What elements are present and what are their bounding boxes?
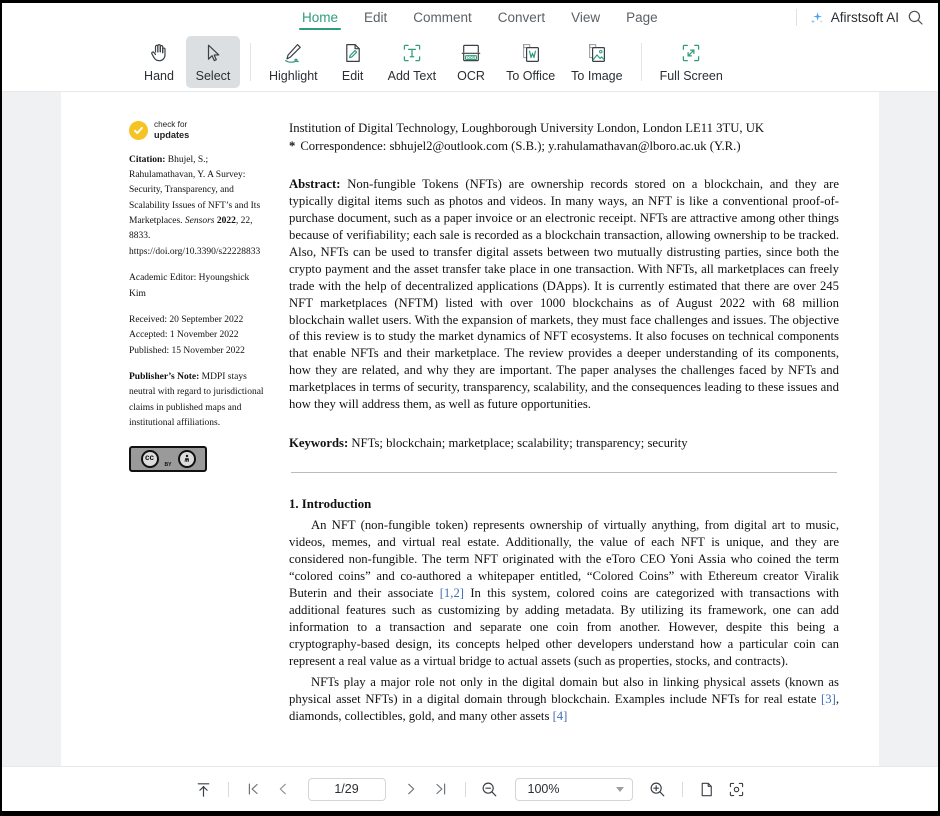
- citation-year: 2022: [216, 216, 236, 227]
- menu-tab-view-label: View: [571, 10, 601, 25]
- main-text-column: [273, 120, 849, 725]
- last-page-icon[interactable]: [426, 774, 456, 804]
- zoom-in-icon[interactable]: [643, 774, 673, 804]
- bottom-toolbar: [2, 766, 938, 811]
- chevron-down-icon: [616, 787, 624, 792]
- citation-ref-1-2[interactable]: [1,2]: [439, 586, 465, 601]
- check-for-updates-text: [154, 120, 189, 141]
- zoom-level-select[interactable]: [515, 778, 633, 801]
- tool-ocr[interactable]: [444, 36, 498, 88]
- menu-tab-convert-label: Convert: [497, 10, 546, 25]
- page-content: [91, 92, 849, 725]
- bottom-separator-3: [682, 782, 683, 797]
- tool-hand[interactable]: [132, 36, 186, 88]
- published-date: Published: 15 November 2022: [129, 345, 245, 356]
- intro-paragraph-1: [289, 517, 839, 670]
- cc-by-person-icon: [178, 450, 196, 468]
- section-divider: [291, 472, 837, 473]
- citation-ref-4[interactable]: [4]: [552, 708, 568, 723]
- zoom-out-icon[interactable]: [475, 774, 505, 804]
- publishers-note-text: MDPI stays neutral with regard to jurisdictional claims in published maps and institutional affiliations.: [129, 372, 264, 429]
- document-columns: [91, 120, 849, 725]
- ribbon-toolbar: [2, 32, 938, 92]
- correspondence-line: [289, 138, 839, 155]
- full-screen-icon: [679, 40, 703, 66]
- tool-to-image[interactable]: [563, 36, 630, 88]
- zoom-level-value: 100%: [527, 782, 560, 796]
- menu-bar-right: [796, 3, 924, 32]
- menu-tab-convert[interactable]: [486, 3, 557, 32]
- menu-tab-comment-label: Comment: [413, 10, 472, 25]
- citation-ref-3[interactable]: [3]: [821, 691, 836, 706]
- intro-p1-b: In this system, colored coins are categorized with transactions with additional features such as customizing by adding metadata. By utilizing its framework, one can add information to a transaction and separate one coin from another. However, despite this being a cryptography-based design, its concepts helped other developers understand how a particular coin can represent a real value as a virtual bridge to actual assets (such as properties, stocks, and contracts).: [289, 586, 840, 668]
- highlighter-pen-icon: [280, 40, 306, 66]
- tool-to-office-label: To Office: [506, 69, 556, 83]
- keywords-text: NFTs; blockchain; marketplace; scalability; transparency; security: [348, 436, 688, 451]
- menu-tab-page-label: Page: [626, 10, 658, 25]
- fit-page-icon[interactable]: [722, 774, 752, 804]
- next-page-icon[interactable]: [396, 774, 426, 804]
- ribbon-separator-2: [641, 43, 642, 81]
- abstract-text: Non-fungible Tokens (NFTs) are ownership records stored on a blockchain, and they are typically digital items such as photos and videos. In many ways, an NFT is like a conventional proof-of-purchase document, such as a paper invoice or an electronic receipt. NFTs are attractive among other things because of verifiability; each sale is recorded as a blockchain transaction, allowing ownership to be tracked. Also, NFTs can be used to transfer digital assets between two mutually distrusting parties, since both the crypto payment and the asset transfer take place in one transaction. With NFTs, all marketplaces can freely trade with the help of decentralized applications (DApps). It is currently estimated that there are over 245 NFT marketplaces (NFTM) listed with over 1000 blockchains as of August 2022 with 68 million blockchain wallet users. With the expansion of markets, they must face challenges and issues. The objective of this review is to study the market dynamics of NFT ecosystems. It also focuses on technical components that enable NFTs and their marketplace. The review provides a deeper understanding of its components, how they are related, and why they are important. The paper analyses the challenges faced by NFTs and marketplaces in terms of security, transparency, scalability, and the consequences leading to these issues and how they will address them, as well as future opportunities.: [289, 176, 839, 412]
- menu-tab-list: [290, 3, 670, 32]
- bottom-separator-2: [465, 782, 466, 797]
- menu-tab-home-label: Home: [302, 10, 339, 25]
- intro-p2-a: NFTs play a major role not only in the digital domain but also in linking physical assets (known as physical asset NFTs) in a digital domain through blockchain. Examples include NFTs for real estate: [289, 674, 839, 706]
- cc-logo-icon: cc: [141, 450, 159, 468]
- add-text-icon: [400, 40, 424, 66]
- menu-tab-page[interactable]: [614, 3, 670, 32]
- menu-tab-view[interactable]: [559, 3, 612, 32]
- abstract-paragraph: [289, 176, 839, 413]
- cc-by-label: BY: [164, 462, 172, 469]
- citation-block: [129, 153, 267, 261]
- accepted-date: Accepted: 1 November 2022: [129, 330, 239, 341]
- received-date: Received: 20 September 2022: [129, 314, 244, 325]
- cfu-line-2: updates: [154, 129, 190, 140]
- hand-icon: [147, 40, 171, 66]
- citation-label: Citation:: [129, 154, 166, 165]
- tool-select-label: Select: [195, 69, 231, 83]
- single-page-view-icon[interactable]: [692, 774, 722, 804]
- journal-sidebar: [91, 120, 273, 725]
- intro-p2-b: , diamonds, collectibles, gold, and many other assets: [289, 691, 839, 723]
- svg-text:OCR: OCR: [467, 55, 476, 60]
- dates-block: [129, 313, 267, 359]
- tool-edit[interactable]: [326, 36, 380, 88]
- academic-editor: Academic Editor: Hyoungshick Kim: [129, 273, 250, 299]
- page-indicator-label: 1/29: [334, 782, 359, 796]
- menu-divider: [796, 9, 797, 26]
- tool-highlight-label: Highlight: [269, 69, 318, 83]
- tool-full-screen-label: Full Screen: [659, 69, 723, 83]
- citation-journal: Sensors: [184, 216, 215, 227]
- page-number-input[interactable]: [308, 778, 386, 801]
- first-page-icon[interactable]: [238, 774, 268, 804]
- menu-tab-edit-label: Edit: [364, 10, 388, 25]
- keywords-label: Keywords:: [289, 436, 349, 451]
- creative-commons-badge: [129, 446, 207, 472]
- cfu-line-1: check for: [154, 120, 188, 129]
- keywords-line: [289, 435, 839, 452]
- check-for-updates-badge[interactable]: [129, 120, 267, 141]
- ribbon-separator: [250, 43, 251, 81]
- section-heading-introduction: 1. Introduction: [289, 497, 372, 512]
- pdf-page-1: [61, 92, 879, 766]
- tool-highlight[interactable]: [261, 36, 326, 88]
- ocr-icon: [459, 40, 483, 66]
- tool-full-screen[interactable]: [652, 36, 731, 88]
- citation-text-c: , 22, 8833. https://doi.org/10.3390/s22228833: [129, 216, 261, 257]
- correspondence-text: Correspondence: sbhujel2@outlook.com (S.B.); y.rahulamathavan@lboro.ac.uk (Y.R.): [300, 138, 741, 153]
- edit-document-icon: [341, 40, 365, 66]
- top-menu-bar: [2, 3, 938, 32]
- affiliation-line: Institution of Digital Technology, Loughborough University London, London LE11 3TU, UK: [289, 121, 765, 135]
- tool-add-text[interactable]: [380, 36, 444, 88]
- afirstsoft-ai-label: Afirstsoft AI: [830, 10, 899, 25]
- publishers-note-label: Publisher’s Note:: [129, 372, 200, 383]
- previous-page-icon[interactable]: [268, 774, 298, 804]
- correspondence-star: *: [289, 138, 296, 153]
- intro-paragraph-2: [289, 674, 839, 725]
- tool-add-text-label: Add Text: [387, 69, 437, 83]
- cursor-arrow-icon: [201, 40, 225, 66]
- to-image-icon: [585, 40, 609, 66]
- menu-tab-edit[interactable]: [352, 3, 399, 32]
- tool-hand-label: Hand: [144, 69, 174, 83]
- menu-tab-home[interactable]: [290, 3, 350, 32]
- intro-p1-a: An NFT (non-fungible token) represents ownership of virtually anything, from digital art to music, videos, memes, and virtual real estate. Additionally, the value of each NFT is unique, and they are considered non-fungible. The term NFT originated with the eToro CEO Yoni Assia who coined the term “colored coins” and co-authored a whitepaper entitled, “Colored Coins” with Ethereum creator Viralik Buterin and their associate: [289, 518, 839, 601]
- document-viewport[interactable]: [2, 92, 938, 766]
- tool-ocr-label: OCR: [457, 69, 485, 83]
- publishers-note: [129, 370, 267, 432]
- afirstsoft-ai-button[interactable]: [809, 10, 899, 26]
- tool-select[interactable]: [186, 36, 240, 88]
- to-word-icon: [519, 40, 543, 66]
- bottom-separator-1: [228, 782, 229, 797]
- tool-to-image-label: To Image: [571, 69, 623, 83]
- menu-tab-comment[interactable]: [401, 3, 484, 32]
- tool-edit-label: Edit: [341, 69, 364, 83]
- search-icon[interactable]: [907, 9, 924, 26]
- abstract-label: Abstract:: [289, 176, 341, 191]
- tool-to-office[interactable]: [498, 36, 563, 88]
- ai-sparkle-icon: [809, 10, 825, 26]
- scroll-to-top-icon[interactable]: [189, 774, 219, 804]
- check-mark-icon: [129, 121, 148, 140]
- citation-text-a: Bhujel, S.; Rahulamathavan, Y. A Survey: Security, Transparency, and Scalability Issues of NFT’s and Its Marketplaces.: [129, 154, 261, 227]
